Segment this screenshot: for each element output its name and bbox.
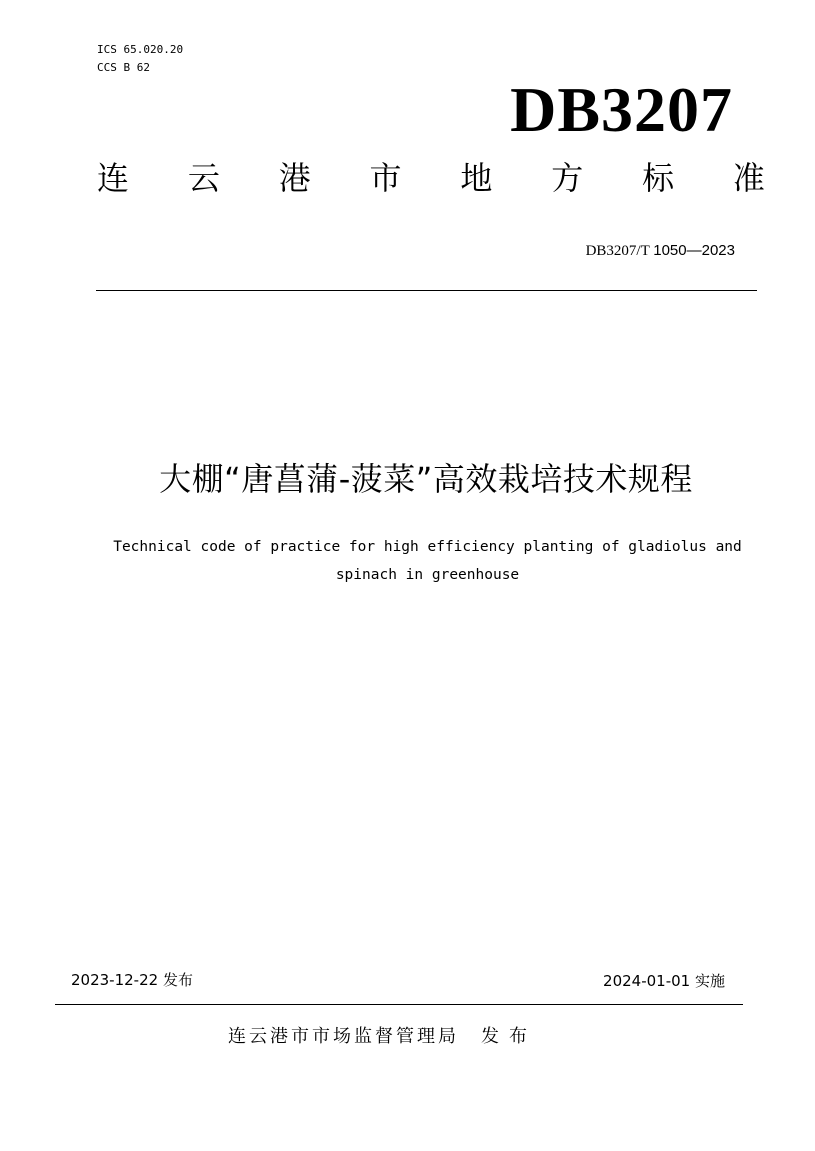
- standard-type-char: 标: [642, 159, 675, 197]
- standard-type-char: 地: [460, 159, 493, 197]
- classification-block: [97, 41, 183, 77]
- standard-type-char: 港: [278, 159, 311, 197]
- standard-type-char: 连: [97, 159, 130, 197]
- publish-date: 2023-12-22 发布: [71, 971, 193, 989]
- publisher-line: [228, 1023, 537, 1051]
- standard-type-char: 准: [732, 159, 765, 197]
- standard-type-char: 市: [369, 159, 402, 197]
- issuer-name: 连云港市市场监督管理局: [228, 1026, 459, 1047]
- ics-code: ICS 65.020.20: [97, 43, 184, 56]
- implement-date: 2024-01-01 实施: [603, 972, 725, 990]
- standard-number: [586, 240, 735, 262]
- issue-label: 发布: [481, 1026, 537, 1047]
- title-en-line: Technical code of practice for high efficiency planting of gladiolus and: [113, 539, 742, 555]
- document-title-en: [40, 533, 815, 589]
- footer-divider: [55, 1004, 743, 1005]
- standard-code: DB3207: [510, 74, 733, 145]
- ccs-code: CCS B 62: [97, 61, 150, 74]
- header-divider: [96, 290, 757, 291]
- standard-type-title: [97, 154, 765, 202]
- standard-type-char: 云: [187, 159, 220, 197]
- document-title-cn: 大棚“唐菖蒲-菠菜”高效栽培技术规程: [159, 460, 693, 498]
- standard-number-prefix: DB3207/T: [585, 243, 650, 259]
- standard-number-value: 1050—2023: [653, 242, 735, 259]
- title-en-line: spinach in greenhouse: [335, 567, 520, 583]
- standard-type-char: 方: [551, 159, 584, 197]
